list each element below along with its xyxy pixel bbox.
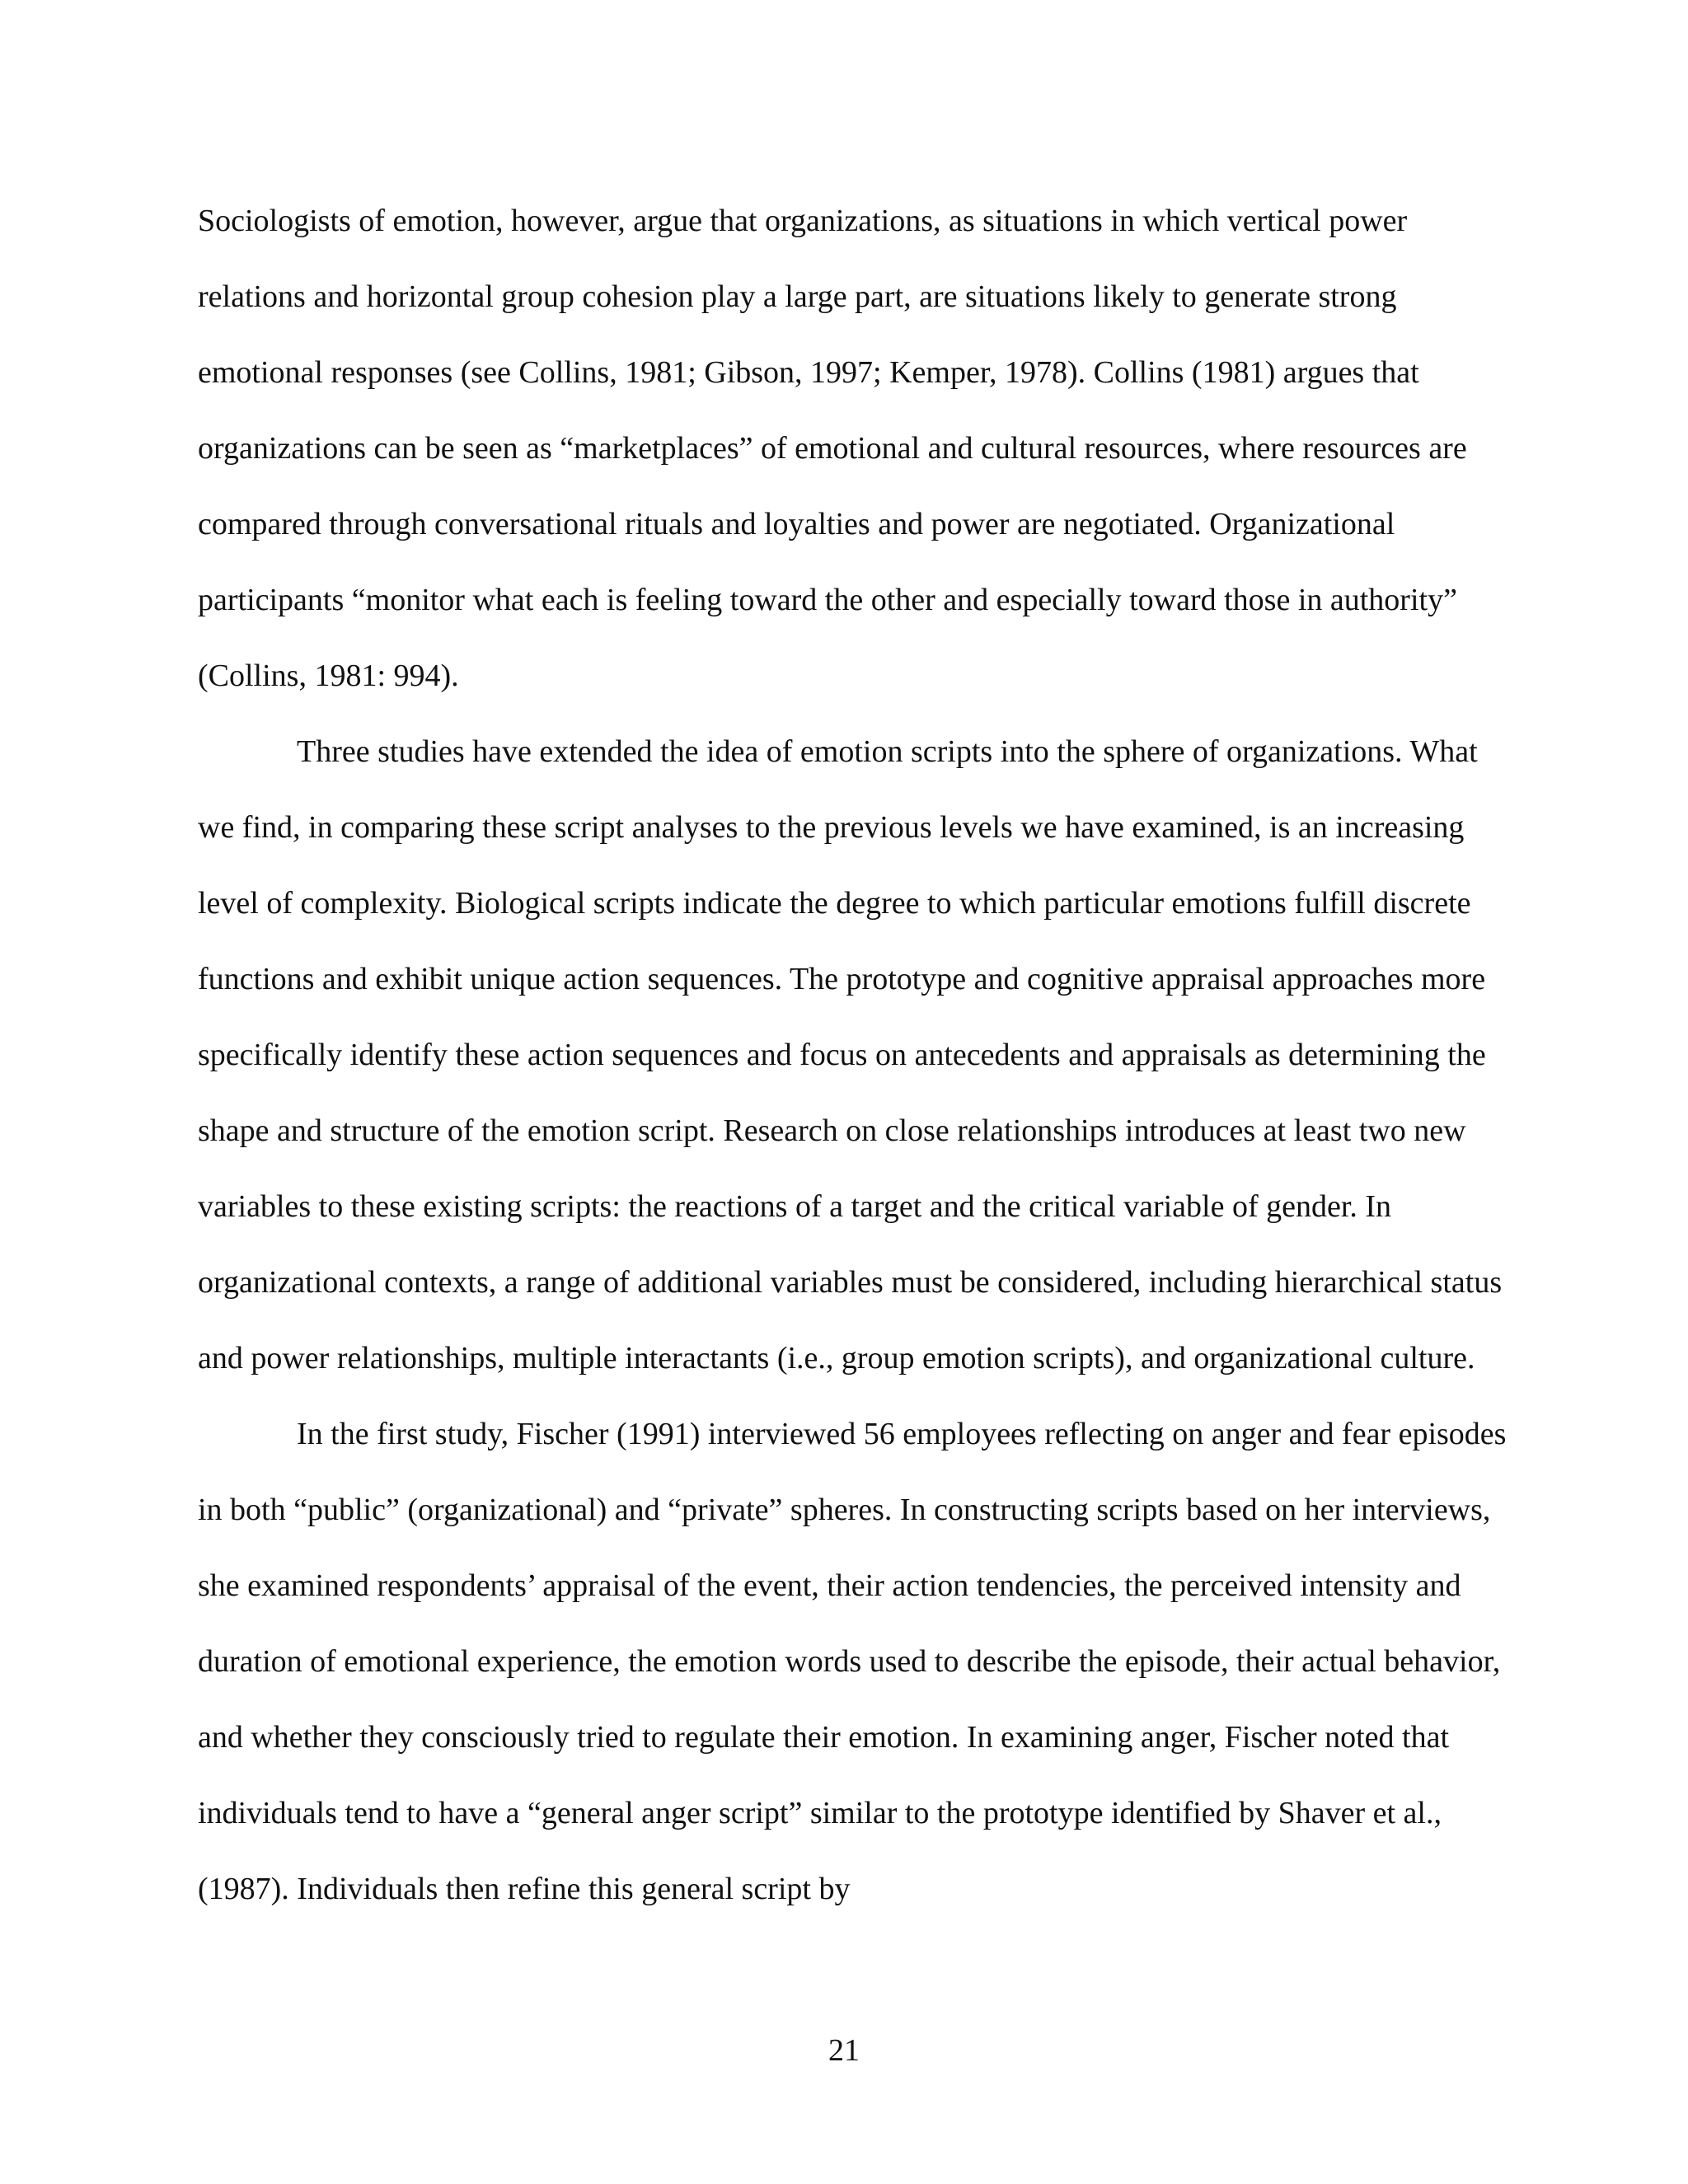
paragraph-3: In the first study, Fischer (1991) interviewed 56 employees reflecting on anger and fear episodes in both “public” (organizational) and “private” spheres. In constructing scripts based on her interviews, she examined respondents’ appraisal of the event, their action tendencies, the perceived intensity and duration of emotional experience, the emotion words used to describe the episode, their actual behavior, and whether they consciously tried to regulate their emotion. In examining anger, Fischer noted that individuals tend to have a “general anger script” similar to the prototype identified by Shaver et al., (1987). Individuals then refine this general script by (198, 1417, 1507, 1906)
page-number: 21 (828, 2033, 860, 2068)
body-text (198, 183, 1510, 1927)
paragraph-1: Sociologists of emotion, however, argue that organizations, as situations in which vertical power relations and horizontal group cohesion play a large part, are situations likely to generate strong emotional responses (see Collins, 1981; Gibson, 1997; Kemper, 1978). Collins (1981) argues that organizations can be seen as “marketplaces” of emotional and cultural resources, where resources are compared through conversational rituals and loyalties and power are negotiated. Organizational participants “monitor what each is feeling toward the other and especially toward those in authority” (Collins, 1981: 994). (198, 204, 1467, 693)
paragraph-2: Three studies have extended the idea of emotion scripts into the sphere of organizations. What we find, in comparing these script analyses to the previous levels we have examined, is an increasing level of complexity. Biological scripts indicate the degree to which particular emotions fulfill discrete functions and exhibit unique action sequences. The prototype and cognitive appraisal approaches more specifically identify these action sequences and focus on antecedents and appraisals as determining the shape and structure of the emotion script. Research on close relationships introduces at least two new variables to these existing scripts: the reactions of a target and the critical variable of gender. In organizational contexts, a range of additional variables must be considered, including hierarchical status and power relationships, multiple interactants (i.e., group emotion scripts), and organizational culture. (198, 734, 1503, 1376)
